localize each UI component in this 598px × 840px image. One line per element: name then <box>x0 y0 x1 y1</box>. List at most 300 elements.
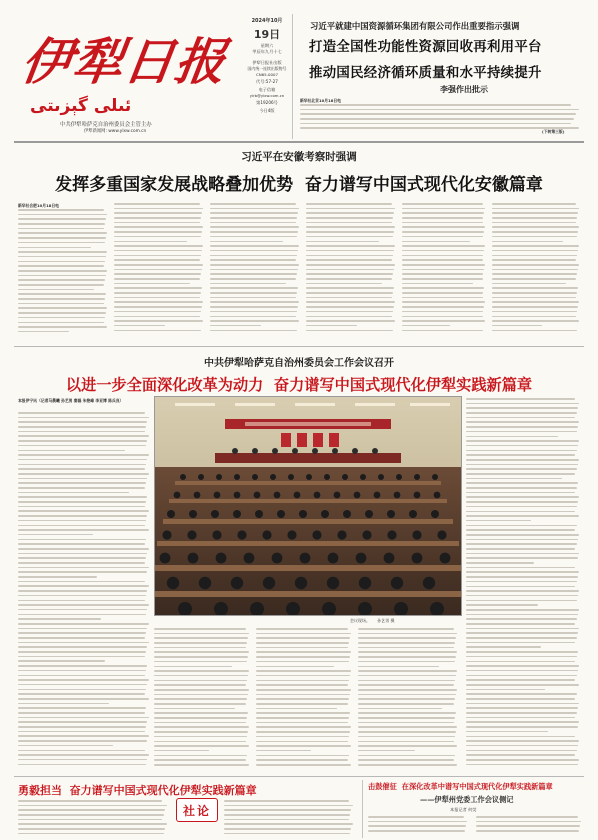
weekday: 星期六 <box>260 43 274 48</box>
text-line <box>492 222 576 224</box>
date-day: 19日 <box>253 28 281 41</box>
text-line <box>492 250 578 252</box>
top-story-headline-1: 打造全国性功能性资源回收再利用平台 <box>309 40 542 55</box>
text-line <box>256 642 349 644</box>
text-line <box>256 764 351 766</box>
text-line <box>18 764 146 766</box>
story3-byline: 本报伊宁讯（记者马晨曦 孙艺男 秦磊 朱艳峰 李亚博 陈兵良） <box>18 398 124 403</box>
text-line <box>358 731 456 733</box>
top-story-body <box>300 104 582 134</box>
text-line <box>210 316 296 318</box>
text-line <box>402 241 470 243</box>
text-line <box>18 331 69 333</box>
text-line <box>18 265 104 267</box>
text-line <box>18 684 147 686</box>
text-line <box>18 473 149 475</box>
commentary-body-2 <box>476 816 582 838</box>
text-line <box>18 759 147 761</box>
text-line <box>18 289 94 291</box>
text-line <box>154 703 246 705</box>
text-line <box>210 287 298 289</box>
text-line <box>466 689 545 691</box>
text-line <box>358 651 457 653</box>
text-line <box>492 245 579 247</box>
text-line <box>18 510 149 512</box>
text-line <box>18 426 146 428</box>
page-count: 今日4版 <box>259 108 275 113</box>
text-line <box>466 675 577 677</box>
text-line <box>18 595 146 597</box>
text-line <box>492 292 577 294</box>
text-line <box>154 670 249 672</box>
text-line <box>256 731 350 733</box>
text-line <box>466 651 578 653</box>
text-line <box>466 464 578 466</box>
text-line <box>466 707 578 709</box>
text-line <box>492 273 577 275</box>
text-line <box>466 436 558 438</box>
text-line <box>210 306 298 308</box>
text-line <box>358 628 454 630</box>
text-line <box>306 287 394 289</box>
text-line <box>306 273 393 275</box>
text-line <box>18 600 145 602</box>
text-line <box>114 278 200 280</box>
text-line <box>154 680 247 682</box>
text-line <box>18 721 147 723</box>
text-line <box>256 666 334 668</box>
text-line <box>402 259 483 261</box>
text-line <box>466 501 578 503</box>
text-line <box>306 255 393 257</box>
text-line <box>466 398 575 400</box>
text-line <box>466 525 577 527</box>
text-line <box>256 694 350 696</box>
text-line <box>18 833 164 835</box>
text-line <box>402 226 485 228</box>
commentary-subheadline: ——伊犁州党委工作会议侧记 <box>420 795 514 804</box>
text-line <box>114 306 202 308</box>
top-story-byline: 李强作出批示 <box>440 84 488 94</box>
text-line <box>18 223 105 225</box>
text-line <box>466 731 548 733</box>
text-line <box>358 647 454 649</box>
text-line <box>402 297 483 299</box>
text-line <box>402 316 483 318</box>
text-line <box>210 273 297 275</box>
story3-body-under-photo-3 <box>358 628 458 770</box>
text-line <box>466 515 579 517</box>
text-line <box>154 745 249 747</box>
text-line <box>256 651 351 653</box>
text-line <box>18 819 162 821</box>
text-line <box>402 301 485 303</box>
text-line <box>18 435 149 437</box>
text-line <box>18 525 145 527</box>
text-line <box>466 445 578 447</box>
meeting-photo <box>154 396 462 616</box>
text-line <box>402 273 483 275</box>
text-line <box>492 311 577 313</box>
editorial-stamp-text: 社论 <box>182 803 211 818</box>
text-line <box>466 511 575 513</box>
text-line <box>476 825 580 827</box>
text-line <box>306 245 395 247</box>
text-line <box>18 553 147 555</box>
text-line <box>368 821 467 823</box>
text-line <box>154 642 247 644</box>
text-line <box>256 698 349 700</box>
text-line <box>358 670 457 672</box>
text-line <box>256 717 349 719</box>
text-line <box>402 231 484 233</box>
issue-info <box>245 17 289 114</box>
story3-body-left <box>18 412 150 772</box>
text-line <box>18 496 147 498</box>
text-line <box>114 217 201 219</box>
text-line <box>492 278 576 280</box>
text-line <box>358 755 455 757</box>
story3-body-under-photo-2 <box>256 628 352 770</box>
text-line <box>466 562 534 564</box>
text-line <box>466 726 578 728</box>
text-line <box>18 557 146 559</box>
text-line <box>466 576 578 578</box>
text-line <box>466 614 578 616</box>
text-line <box>402 264 485 266</box>
text-line <box>358 703 454 705</box>
text-line <box>210 222 296 224</box>
text-line <box>256 722 348 724</box>
masthead-website: 伊犁新闻网: www.ylxw.com.cn <box>84 129 147 134</box>
text-line <box>368 816 464 818</box>
text-line <box>492 325 542 327</box>
text-line <box>210 231 298 233</box>
editorial-headline: 勇毅担当 奋力谱写中国式现代化伊犁实践新篇章 <box>18 784 257 797</box>
text-line <box>256 680 349 682</box>
text-line <box>210 311 297 313</box>
text-line <box>18 515 147 517</box>
text-line <box>358 717 455 719</box>
editorial-body-2 <box>224 800 354 838</box>
text-line <box>358 675 456 677</box>
text-line <box>256 726 351 728</box>
text-line <box>18 703 109 705</box>
text-line <box>154 731 248 733</box>
text-line <box>466 553 579 555</box>
text-line <box>18 284 104 286</box>
text-line <box>18 712 145 714</box>
text-line <box>210 320 299 322</box>
meeting-photo-image <box>155 397 461 615</box>
top-story-kicker: 习近平就建中国资源循环集团有限公司作出重要指示强调 <box>310 21 520 31</box>
text-line <box>18 431 145 433</box>
commentary-body-1 <box>368 816 468 838</box>
text-line <box>306 208 395 210</box>
text-line <box>18 279 105 281</box>
text-line <box>402 320 485 322</box>
text-line <box>114 330 201 332</box>
text-line <box>114 226 203 228</box>
story3-headline: 以进一步全面深化改革为动力 奋力谱写中国式现代化伊犁实践新篇章 <box>65 376 533 394</box>
text-line <box>466 684 579 686</box>
text-line <box>492 320 579 322</box>
text-line <box>466 539 578 541</box>
text-line <box>306 325 357 327</box>
text-line <box>114 208 203 210</box>
text-line <box>492 297 576 299</box>
masthead-logo <box>17 32 237 92</box>
text-line <box>18 209 104 211</box>
text-line <box>466 440 579 442</box>
text-line <box>466 609 579 611</box>
story2-body-col2 <box>114 203 204 339</box>
story2-body-col6 <box>492 203 580 339</box>
text-line <box>18 814 164 816</box>
text-line <box>466 426 578 428</box>
issn: 国内统一连续出版物号 CN65-0007 <box>247 66 287 77</box>
text-line <box>18 270 107 272</box>
text-line <box>154 675 248 677</box>
text-line <box>256 684 348 686</box>
text-line <box>306 330 393 332</box>
text-line <box>18 623 149 625</box>
text-line <box>210 203 296 205</box>
text-line <box>18 312 106 314</box>
text-line <box>256 759 348 761</box>
text-line <box>466 459 579 461</box>
text-line <box>154 708 235 710</box>
text-line <box>306 283 382 285</box>
text-line <box>256 741 348 743</box>
text-line <box>18 218 106 220</box>
text-line <box>210 330 297 332</box>
text-line <box>358 680 455 682</box>
text-line <box>476 830 579 832</box>
text-line <box>256 628 348 630</box>
text-line <box>306 301 395 303</box>
text-line <box>466 431 577 433</box>
text-line <box>154 694 248 696</box>
text-line <box>306 203 392 205</box>
text-line <box>306 226 395 228</box>
text-line <box>210 259 296 261</box>
text-line <box>18 750 145 752</box>
text-line <box>18 468 145 470</box>
text-line <box>210 250 298 252</box>
top-story-continue: (下转第三版) <box>542 129 565 134</box>
text-line <box>18 689 146 691</box>
story2-body-col3 <box>210 203 300 339</box>
text-line <box>18 228 104 230</box>
text-line <box>402 330 483 332</box>
text-line <box>18 459 147 461</box>
text-line <box>466 534 579 536</box>
text-line <box>466 421 579 423</box>
text-line <box>306 269 394 271</box>
text-line <box>18 581 145 583</box>
text-line <box>300 113 576 115</box>
text-line <box>466 586 575 588</box>
top-story-dateline: 新华社北京10月18日电 <box>300 98 341 103</box>
text-line <box>18 445 146 447</box>
text-line <box>18 464 146 466</box>
text-line <box>492 255 577 257</box>
photo-credit: 孙艺男 摄 <box>377 618 395 623</box>
text-line <box>154 656 248 658</box>
text-line <box>466 703 579 705</box>
text-line <box>18 745 113 747</box>
text-line <box>18 628 147 630</box>
text-line <box>256 637 350 639</box>
text-line <box>224 800 349 802</box>
text-line <box>466 478 562 480</box>
text-line <box>358 745 457 747</box>
text-line <box>154 637 248 639</box>
text-line <box>18 242 105 244</box>
text-line <box>210 278 296 280</box>
email-value: ylrb@ylxw.com.cn <box>249 93 285 98</box>
text-line <box>368 825 466 827</box>
text-line <box>18 590 147 592</box>
text-line <box>224 833 350 835</box>
text-line <box>256 703 348 705</box>
text-line <box>358 759 454 761</box>
text-line <box>210 297 296 299</box>
text-line <box>18 478 147 480</box>
text-line <box>300 118 574 120</box>
text-line <box>256 708 337 710</box>
text-line <box>466 740 579 742</box>
text-line <box>18 326 107 328</box>
text-line <box>154 647 246 649</box>
text-line <box>492 306 578 308</box>
text-line <box>18 735 149 737</box>
text-line <box>154 698 247 700</box>
text-line <box>18 454 149 456</box>
text-line <box>18 548 149 550</box>
text-line <box>18 670 146 672</box>
text-line <box>154 722 246 724</box>
text-line <box>18 823 167 825</box>
story2-body-col4 <box>306 203 396 339</box>
text-line <box>466 759 579 761</box>
text-line <box>210 226 299 228</box>
text-line <box>18 585 149 587</box>
text-line <box>18 534 93 536</box>
text-line <box>466 754 575 756</box>
text-line <box>114 287 202 289</box>
text-line <box>492 316 576 318</box>
text-line <box>402 208 485 210</box>
story3-kicker: 中共伊犁哈萨克自治州委员会工作会议召开 <box>204 358 394 369</box>
text-line <box>18 214 107 216</box>
text-line <box>18 809 165 811</box>
text-line <box>18 487 145 489</box>
text-line <box>306 264 395 266</box>
text-line <box>154 684 246 686</box>
text-line <box>402 250 484 252</box>
text-line <box>492 283 566 285</box>
text-line <box>18 632 146 634</box>
text-line <box>210 217 297 219</box>
text-line <box>466 496 579 498</box>
text-line <box>154 759 246 761</box>
text-line <box>466 412 577 414</box>
text-line <box>256 736 349 738</box>
text-line <box>306 306 394 308</box>
text-line <box>18 247 91 249</box>
text-line <box>224 809 351 811</box>
text-line <box>358 689 457 691</box>
text-line <box>466 492 575 494</box>
text-line <box>18 232 107 234</box>
text-line <box>492 330 577 332</box>
text-line <box>154 712 248 714</box>
text-line <box>306 292 393 294</box>
text-line <box>256 745 351 747</box>
text-line <box>466 571 579 573</box>
text-line <box>358 726 457 728</box>
text-line <box>18 307 107 309</box>
text-line <box>492 217 577 219</box>
text-line <box>466 665 579 667</box>
text-line <box>466 642 575 644</box>
text-line <box>466 736 575 738</box>
text-line <box>402 255 483 257</box>
text-line <box>18 275 106 277</box>
story2-kicker: 习近平在安徽考察时强调 <box>241 151 357 163</box>
photo-caption <box>350 618 395 624</box>
text-line <box>466 548 575 550</box>
text-line <box>466 750 577 752</box>
text-line <box>18 800 162 802</box>
text-line <box>18 237 106 239</box>
text-line <box>114 212 202 214</box>
text-line <box>256 633 351 635</box>
text-line <box>466 529 575 531</box>
story2-body-col5 <box>402 203 486 339</box>
text-line <box>358 736 455 738</box>
text-line <box>210 245 299 247</box>
text-line <box>306 212 394 214</box>
text-line <box>256 675 350 677</box>
text-line <box>154 661 247 663</box>
text-line <box>18 562 145 564</box>
text-line <box>18 642 149 644</box>
text-line <box>466 764 578 766</box>
text-line <box>466 623 575 625</box>
text-line <box>466 698 575 700</box>
text-line <box>154 726 249 728</box>
text-line <box>402 287 484 289</box>
commentary-headline: 击鼓催征 在深化改革中谱写中国式现代化伊犁实践新篇章 <box>368 782 553 791</box>
text-line <box>210 301 299 303</box>
text-line <box>114 273 201 275</box>
story2-dateline: 新华社合肥10月18日电 <box>18 203 59 208</box>
text-line <box>18 651 146 653</box>
text-line <box>300 109 579 111</box>
text-line <box>224 823 353 825</box>
text-line <box>18 506 145 508</box>
text-line <box>466 454 575 456</box>
text-line <box>466 450 577 452</box>
text-line <box>18 543 145 545</box>
top-story-headline-2: 推动国民经济循环质量和水平持续提升 <box>309 66 542 81</box>
text-line <box>358 741 454 743</box>
masthead-publisher: 中共伊犁哈萨克自治州委员会主管主办 <box>60 122 152 128</box>
text-line <box>18 298 105 300</box>
